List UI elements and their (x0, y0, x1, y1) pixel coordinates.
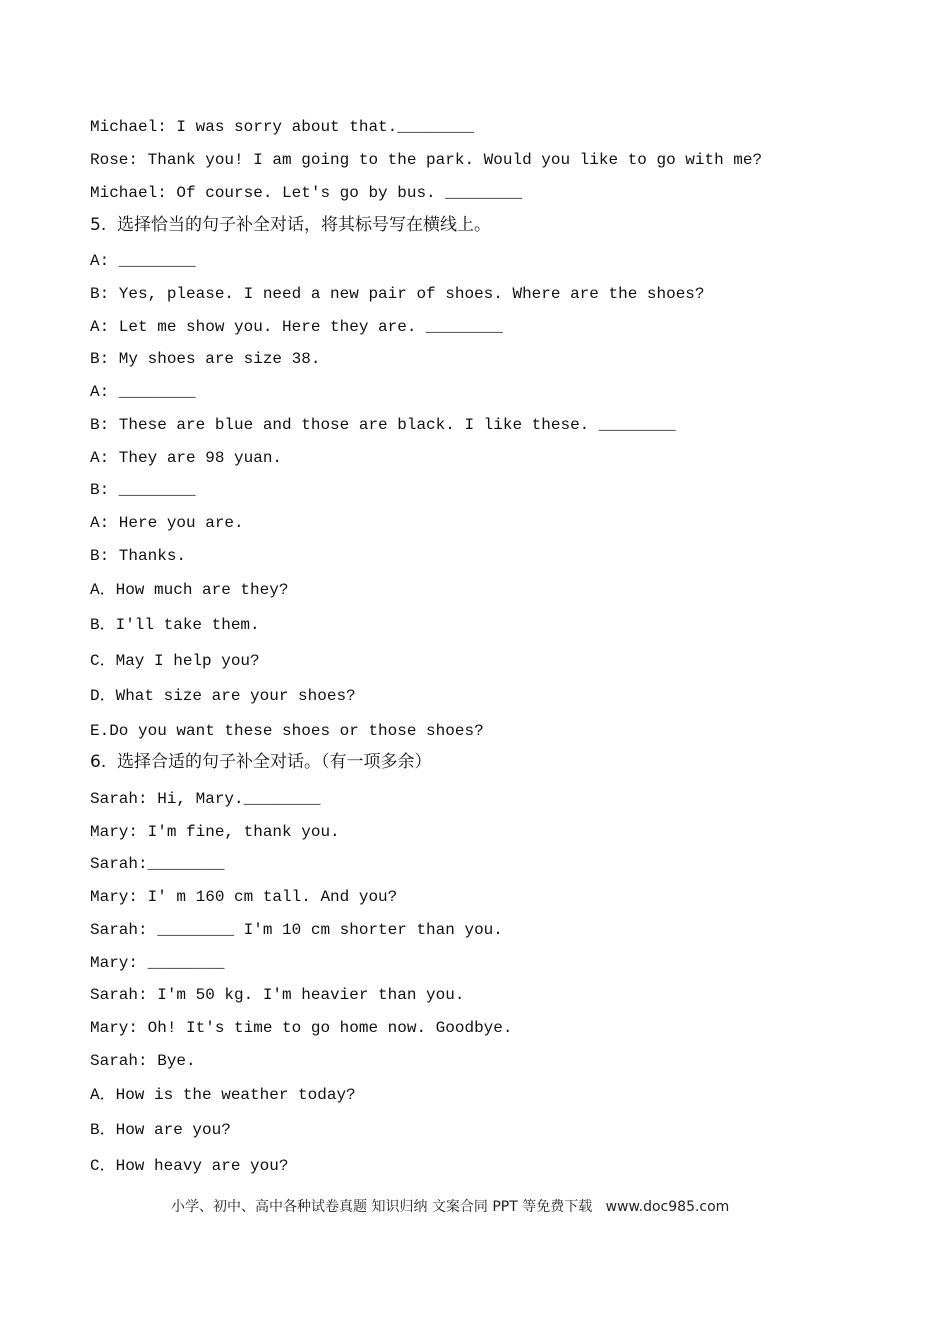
dialogue-line: A: Let me show you. Here they are. ________ (90, 318, 503, 336)
dialogue-line: Mary: Oh! It's time to go home now. Goodbye. (90, 1019, 513, 1037)
dialogue-line: Mary: I'm fine, thank you. (90, 823, 340, 841)
page-footer: 小学、初中、高中各种试卷真题 知识归纳 文案合同 PPT 等免费下载 www.doc985.com (171, 1199, 730, 1215)
dialogue-line: Sarah: Bye. (90, 1052, 196, 1070)
dialogue-line: B: These are blue and those are black. I like these. ________ (90, 416, 676, 434)
dialogue-line: Sarah: Hi, Mary.________ (90, 790, 321, 808)
dialogue-line: B: Thanks. (90, 547, 187, 565)
option-c: C．How heavy are you? (90, 1157, 289, 1175)
dialogue-line: Michael: Of course. Let's go by bus. ________ (90, 184, 523, 202)
option-a: A．How much are they? (90, 581, 289, 599)
question-5-heading: 5. 选择恰当的句子补全对话，将其标号写在横线上。 (90, 215, 492, 235)
option-a: A．How is the weather today? (90, 1086, 356, 1104)
dialogue-line: A: ________ (90, 252, 196, 270)
dialogue-line: Mary: ________ (90, 954, 225, 972)
dialogue-line: Rose: Thank you! I am going to the park. Would you like to go with me? (90, 151, 763, 169)
dialogue-line: Sarah:________ (90, 855, 225, 873)
dialogue-line: Mary: I' m 160 cm tall. And you? (90, 888, 398, 906)
option-d: D．What size are your shoes? (90, 687, 356, 705)
question-6-heading: 6. 选择合适的句子补全对话。（有一项多余） (90, 752, 432, 772)
dialogue-line: A: Here you are. (90, 514, 244, 532)
dialogue-line: B: ________ (90, 481, 196, 499)
option-e: E.Do you want these shoes or those shoes? (90, 722, 484, 740)
option-b: B．How are you? (90, 1121, 231, 1139)
dialogue-line: Michael: I was sorry about that.________ (90, 118, 475, 136)
dialogue-line: B: Yes, please. I need a new pair of shoes. Where are the shoes? (90, 285, 705, 303)
option-c: C．May I help you? (90, 652, 260, 670)
option-b: B．I'll take them. (90, 616, 260, 634)
dialogue-line: A: They are 98 yuan. (90, 449, 283, 467)
dialogue-line: B: My shoes are size 38. (90, 350, 321, 368)
dialogue-line: Sarah: I'm 50 kg. I'm heavier than you. (90, 986, 465, 1004)
dialogue-line: A: ________ (90, 383, 196, 401)
dialogue-line: Sarah: ________ I'm 10 cm shorter than you. (90, 921, 503, 939)
